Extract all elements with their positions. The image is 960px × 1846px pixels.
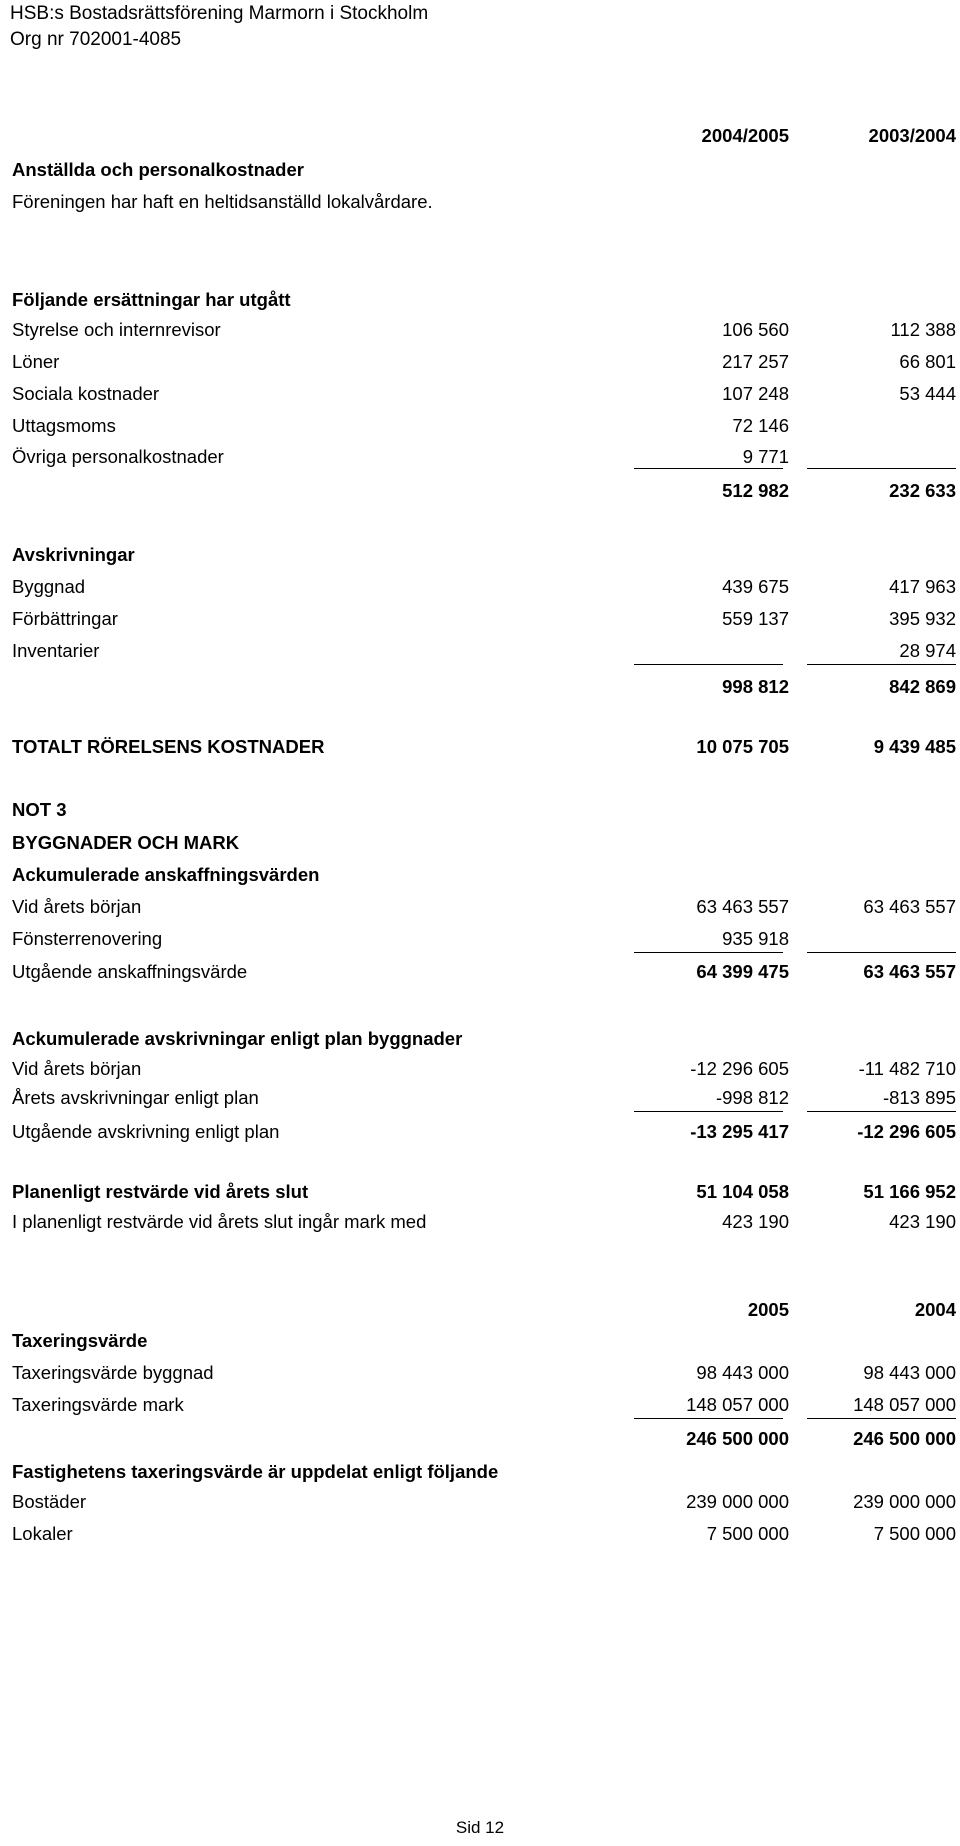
row-value-col2: -12 296 605 xyxy=(857,1121,956,1142)
row-value-col1: -12 296 605 xyxy=(690,1058,789,1079)
table-row xyxy=(12,380,956,408)
row-value-col1: 64 399 475 xyxy=(696,961,789,982)
total-col1: 998 812 xyxy=(722,676,789,697)
total-row xyxy=(12,477,956,505)
row-label: Byggnad xyxy=(12,576,86,597)
operating-total-row xyxy=(12,733,956,761)
row-value-col1: -13 295 417 xyxy=(690,1121,789,1142)
row-label: Utgående avskrivning enligt plan xyxy=(12,1121,280,1142)
row-value-col2: 395 932 xyxy=(889,608,956,629)
acq-heading xyxy=(12,861,956,889)
sum-rule xyxy=(634,1111,783,1112)
section-heading: Taxeringsvärde xyxy=(12,1330,148,1351)
row-label: Sociala kostnader xyxy=(12,383,160,404)
row-label: Fönsterrenovering xyxy=(12,928,163,949)
row-label: Bostäder xyxy=(12,1491,87,1512)
page-number: Sid 12 xyxy=(455,1818,505,1837)
row-value-col1: 935 918 xyxy=(722,928,789,949)
row-value-col1: 239 000 000 xyxy=(686,1491,789,1512)
row-value-col1: 559 137 xyxy=(722,608,789,629)
row-value-col2: 28 974 xyxy=(899,640,956,661)
row-label: Utgående anskaffningsvärde xyxy=(12,961,248,982)
staff-note xyxy=(12,188,956,216)
row-value-col2: 98 443 000 xyxy=(863,1362,956,1383)
total-col1: 246 500 000 xyxy=(686,1428,789,1449)
table-row xyxy=(12,1084,956,1112)
row-label: Löner xyxy=(12,351,60,372)
table-row xyxy=(12,573,956,601)
row-value-col2: 53 444 xyxy=(899,383,956,404)
table-row xyxy=(12,443,956,471)
row-value-col1: -998 812 xyxy=(715,1087,789,1108)
row-label: Uttagsmoms xyxy=(12,415,116,436)
section-heading: Ackumulerade anskaffningsvärden xyxy=(12,864,320,885)
row-label: Vid årets början xyxy=(12,1058,142,1079)
row-value-col1: 51 104 058 xyxy=(696,1181,789,1202)
sum-rule xyxy=(634,664,783,665)
note-title xyxy=(12,829,956,857)
row-value-col1: 423 190 xyxy=(722,1211,789,1232)
sum-rule xyxy=(807,664,956,665)
note-text: Föreningen har haft en heltidsanställd lokalvårdare. xyxy=(12,191,433,212)
section-heading: Avskrivningar xyxy=(12,544,135,565)
comp-heading xyxy=(12,286,956,314)
land-row xyxy=(12,1208,956,1236)
row-value-col1: 106 560 xyxy=(722,319,789,340)
row-value-col1: 9 771 xyxy=(742,446,789,467)
row-value-col2: -813 895 xyxy=(882,1087,956,1108)
table-row xyxy=(12,893,956,921)
year-header-row xyxy=(12,122,956,150)
table-row xyxy=(12,1359,956,1387)
row-value-col1: 98 443 000 xyxy=(696,1362,789,1383)
table-row xyxy=(12,348,956,376)
staff-heading xyxy=(12,156,956,184)
residual-row xyxy=(12,1178,956,1206)
row-label: I planenligt restvärde vid årets slut ingår mark med xyxy=(12,1211,427,1232)
total-row xyxy=(12,673,956,701)
table-row xyxy=(12,925,956,953)
section-heading: Ackumulerade avskrivningar enligt plan byggnader xyxy=(12,1028,463,1049)
row-value-col1: 63 463 557 xyxy=(696,896,789,917)
org-name: HSB:s Bostadsrättsförening Marmorn i Stockholm xyxy=(10,3,429,24)
row-label: Styrelse och internrevisor xyxy=(12,319,221,340)
row-value-col1: 72 146 xyxy=(732,415,789,436)
row-label: Inventarier xyxy=(12,640,100,661)
row-value-col1: 7 500 000 xyxy=(706,1523,789,1544)
subtotal-row xyxy=(12,958,956,986)
row-value-col2: 63 463 557 xyxy=(863,961,956,982)
row-label: Lokaler xyxy=(12,1523,73,1544)
row-value-col2: 239 000 000 xyxy=(853,1491,956,1512)
total-row xyxy=(12,1425,956,1453)
section-heading: Följande ersättningar har utgått xyxy=(12,289,291,310)
table-row xyxy=(12,1055,956,1083)
row-value-col2: 51 166 952 xyxy=(863,1181,956,1202)
row-value-col2: 66 801 xyxy=(899,351,956,372)
row-label: TOTALT RÖRELSENS KOSTNADER xyxy=(12,736,325,757)
section-heading: Anställda och personalkostnader xyxy=(12,159,304,180)
year-col2: 2004 xyxy=(914,1299,956,1320)
year-col2: 2003/2004 xyxy=(868,125,956,146)
row-value-col2: -11 482 710 xyxy=(858,1058,956,1079)
tax-heading xyxy=(12,1327,956,1355)
row-value-col2: 417 963 xyxy=(889,576,956,597)
row-label: Förbättringar xyxy=(12,608,118,629)
year-col1: 2004/2005 xyxy=(701,125,789,146)
row-value-col1: 107 248 xyxy=(722,383,789,404)
row-value-col2: 9 439 485 xyxy=(873,736,956,757)
total-col1: 512 982 xyxy=(722,480,789,501)
row-label: Planenligt restvärde vid årets slut xyxy=(12,1181,309,1202)
table-row xyxy=(12,412,956,440)
row-label: Årets avskrivningar enligt plan xyxy=(12,1087,259,1108)
section-heading: BYGGNADER OCH MARK xyxy=(12,832,240,853)
row-value-col2: 148 057 000 xyxy=(853,1394,956,1415)
table-row xyxy=(12,605,956,633)
row-value-col1: 148 057 000 xyxy=(686,1394,789,1415)
row-label: Övriga personalkostnader xyxy=(12,446,224,467)
table-row xyxy=(12,1520,956,1548)
table-row xyxy=(12,1488,956,1516)
row-value-col1: 10 075 705 xyxy=(696,736,789,757)
depreciation-heading xyxy=(12,541,956,569)
table-row xyxy=(12,1391,956,1419)
row-label: Taxeringsvärde byggnad xyxy=(12,1362,214,1383)
sum-rule xyxy=(807,952,956,953)
sum-rule xyxy=(634,468,783,469)
row-value-col2: 112 388 xyxy=(890,319,956,340)
org-number: Org nr 702001-4085 xyxy=(10,29,182,50)
row-label: Vid årets början xyxy=(12,896,142,917)
note-number: NOT 3 xyxy=(12,799,67,820)
row-label: Taxeringsvärde mark xyxy=(12,1394,184,1415)
row-value-col2: 7 500 000 xyxy=(873,1523,956,1544)
split-heading xyxy=(12,1458,956,1486)
total-col2: 842 869 xyxy=(889,676,956,697)
total-col2: 246 500 000 xyxy=(853,1428,956,1449)
table-row xyxy=(12,637,956,665)
dep-heading xyxy=(12,1025,956,1053)
sum-rule xyxy=(634,1418,783,1419)
row-value-col1: 217 257 xyxy=(722,351,789,372)
table-row xyxy=(12,316,956,344)
sum-rule xyxy=(634,952,783,953)
note-label xyxy=(12,796,956,824)
sum-rule xyxy=(807,1418,956,1419)
year-col1: 2005 xyxy=(747,1299,789,1320)
row-value-col2: 63 463 557 xyxy=(863,896,956,917)
section-heading: Fastighetens taxeringsvärde är uppdelat enligt följande xyxy=(12,1461,499,1482)
tax-year-row xyxy=(12,1296,956,1324)
row-value-col1: 439 675 xyxy=(722,576,789,597)
sum-rule xyxy=(807,1111,956,1112)
subtotal-row xyxy=(12,1118,956,1146)
sum-rule xyxy=(807,468,956,469)
row-value-col2: 423 190 xyxy=(889,1211,956,1232)
total-col2: 232 633 xyxy=(889,480,956,501)
